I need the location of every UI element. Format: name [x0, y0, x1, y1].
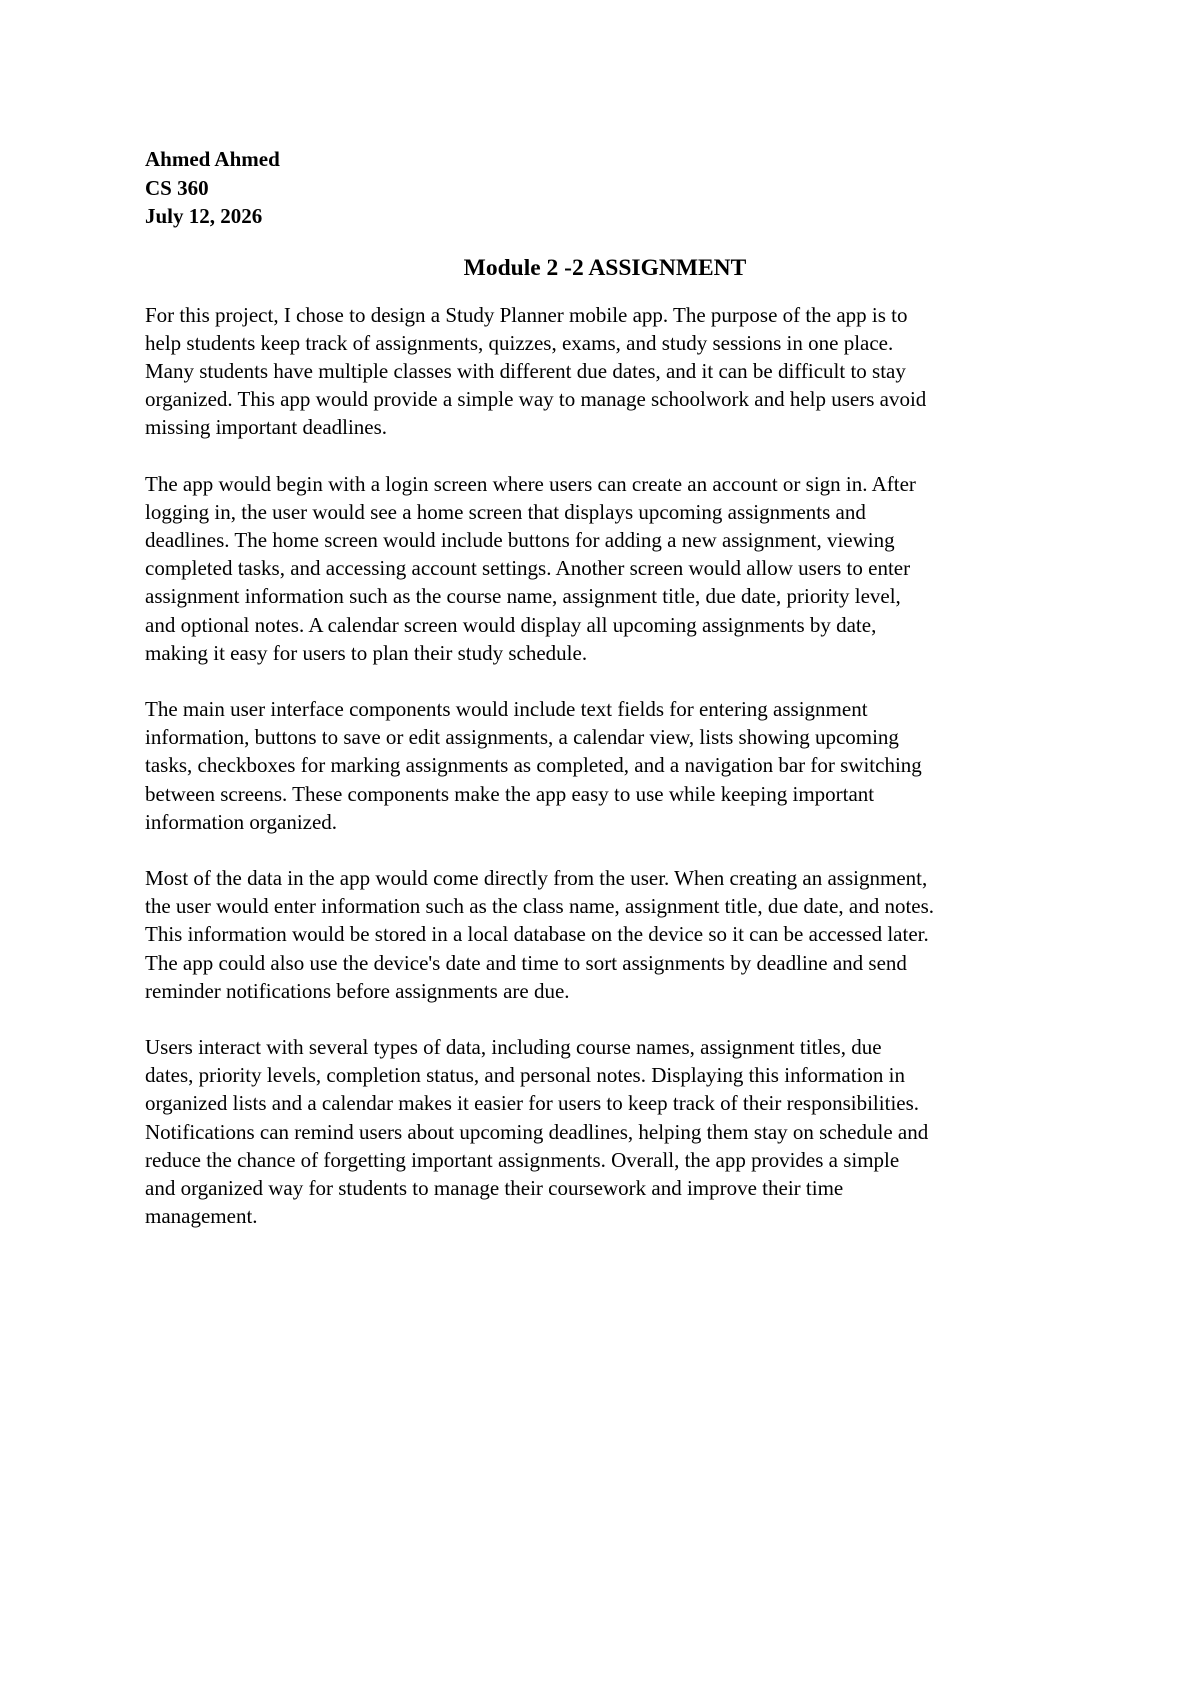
- text-line: between screens. These components make the app easy to use while keeping important: [145, 781, 875, 806]
- text-line: and organized way for students to manage their coursework and improve their time: [145, 1175, 844, 1200]
- text-line: dates, priority levels, completion status, and personal notes. Displaying this information in: [145, 1063, 905, 1088]
- text-line: The app could also use the device's date and time to sort assignments by deadline and send: [145, 950, 907, 975]
- text-line: This information would be stored in a local database on the device so it can be accessed later.: [145, 922, 929, 947]
- document-body: [145, 145, 1065, 1258]
- paragraph-4: [145, 864, 1065, 1005]
- document-title: Module 2 -2 ASSIGNMENT: [463, 254, 747, 281]
- text-line: Most of the data in the app would come directly from the user. When creating an assignment,: [145, 865, 928, 890]
- text-line: logging in, the user would see a home screen that displays upcoming assignments and: [145, 499, 866, 524]
- text-line: tasks, checkboxes for marking assignments as completed, and a navigation bar for switching: [145, 753, 922, 778]
- submission-date: July 12, 2026: [145, 204, 263, 228]
- text-line: missing important deadlines.: [145, 415, 388, 440]
- author-header: [145, 145, 1065, 231]
- text-line: the user would enter information such as the class name, assignment title, due date, and notes.: [145, 894, 935, 919]
- text-line: The main user interface components would include text fields for entering assignment: [145, 696, 868, 721]
- paragraph-3: [145, 695, 1065, 836]
- text-line: information organized.: [145, 809, 338, 834]
- text-line: information, buttons to save or edit assignments, a calendar view, lists showing upcoming: [145, 725, 899, 750]
- text-line: deadlines. The home screen would include buttons for adding a new assignment, viewing: [145, 527, 895, 552]
- text-line: making it easy for users to plan their study schedule.: [145, 640, 588, 665]
- text-line: management.: [145, 1204, 258, 1229]
- text-line: For this project, I chose to design a Study Planner mobile app. The purpose of the app is to: [145, 302, 908, 327]
- course-code: CS 360: [145, 175, 209, 200]
- text-line: and optional notes. A calendar screen would display all upcoming assignments by date,: [145, 612, 877, 637]
- text-line: Users interact with several types of data, including course names, assignment titles, due: [145, 1034, 882, 1059]
- text-line: help students keep track of assignments, quizzes, exams, and study sessions in one place.: [145, 330, 894, 355]
- text-line: Notifications can remind users about upcoming deadlines, helping them stay on schedule and: [145, 1119, 929, 1144]
- text-line: completed tasks, and accessing account settings. Another screen would allow users to enter: [145, 556, 911, 581]
- text-line: reduce the chance of forgetting important assignments. Overall, the app provides a simple: [145, 1147, 900, 1172]
- author-name: Ahmed Ahmed: [145, 147, 280, 171]
- text-line: reminder notifications before assignments are due.: [145, 978, 570, 1003]
- paragraph-1: [145, 301, 1065, 442]
- text-line: The app would begin with a login screen where users can create an account or sign in. After: [145, 471, 916, 496]
- paragraph-5: [145, 1033, 1065, 1230]
- text-line: organized. This app would provide a simple way to manage schoolwork and help users avoid: [145, 387, 927, 412]
- text-line: assignment information such as the course name, assignment title, due date, priority level,: [145, 584, 901, 609]
- text-line: Many students have multiple classes with different due dates, and it can be difficult to stay: [145, 358, 906, 383]
- paragraph-2: [145, 470, 1065, 667]
- text-line: organized lists and a calendar makes it easier for users to keep track of their responsibilities.: [145, 1091, 920, 1116]
